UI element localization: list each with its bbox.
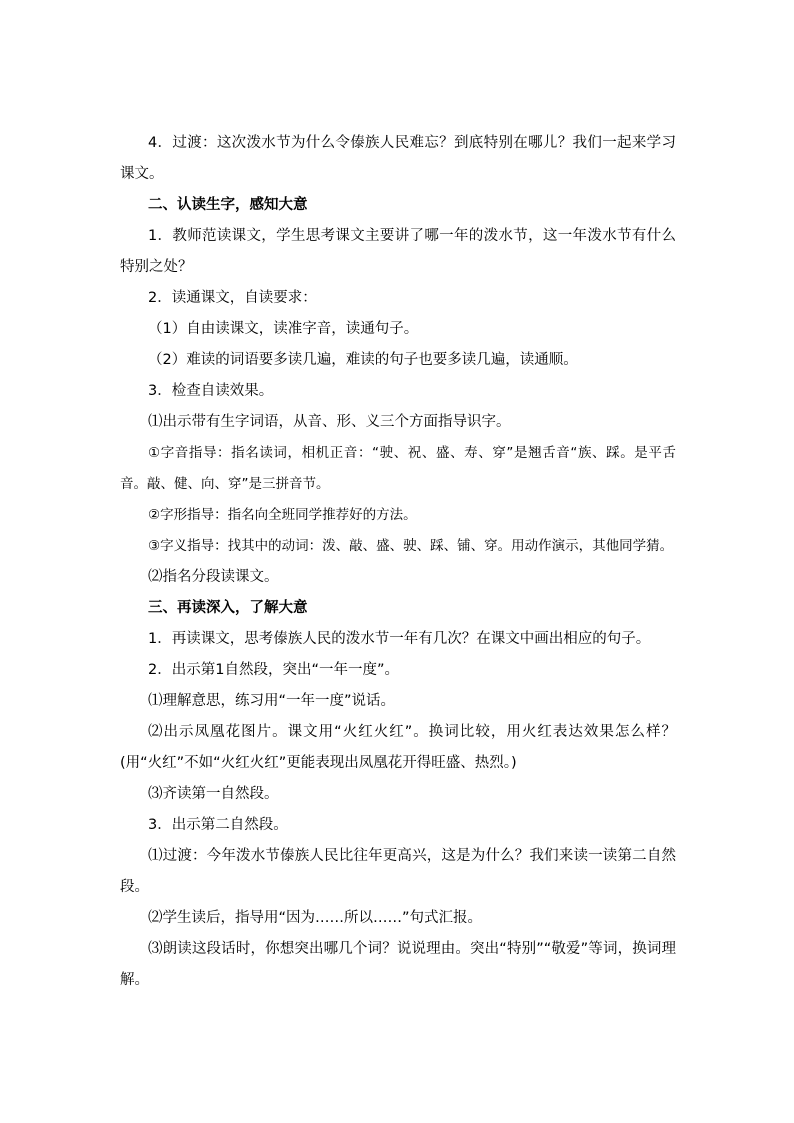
paragraph-3-3a: ⑴过渡：今年泼水节傣族人民比往年更高兴，这是为什么？我们来读一读第二自然段。 xyxy=(120,848,676,895)
paragraph-3-2c: ⑶齐读第一自然段。 xyxy=(148,786,279,802)
paragraph-3-1: 1．再读课文，思考傣族人民的泼水节一年有几次？在课文中画出相应的句子。 xyxy=(148,631,651,647)
paragraph-2-3b: ⑵指名分段读课文。 xyxy=(148,569,279,585)
paragraph-3-2a: ⑴理解意思，练习用“一年一度”说话。 xyxy=(148,693,396,709)
paragraph-2-2b: （2）难读的词语要多读几遍，难读的句子也要多读几遍，读通顺。 xyxy=(148,352,578,368)
paragraph-3-2: 2．出示第1自然段，突出“一年一度”。 xyxy=(148,662,399,678)
paragraph-2-2: 2．读通课文，自读要求： xyxy=(148,290,317,306)
paragraph-2-3a: ⑴出示带有生字词语，从音、形、义三个方面指导识字。 xyxy=(148,414,511,430)
paragraph-3-3: 3．出示第二自然段。 xyxy=(148,817,288,833)
paragraph-2-2a: （1）自由读课文，读准字音，读通句子。 xyxy=(148,321,419,337)
paragraph-2-3: 3．检查自读效果。 xyxy=(148,383,274,399)
paragraph-3-3b: ⑵学生读后，指导用“因为……所以……”句式汇报。 xyxy=(148,910,483,926)
paragraph-2-3a3: ③字义指导：找其中的动词：泼、敲、盛、驶、踩、铺、穿。用动作演示，其他同学猜。 xyxy=(148,538,674,554)
paragraph-2-1: 1．教师范读课文，学生思考课文主要讲了哪一年的泼水节，这一年泼水节有什么特别之处？ xyxy=(120,228,676,275)
paragraph-2-3a1: ①字音指导：指名读词，相机正音：“驶、祝、盛、寿、穿”是翘舌音“族、踩。是平舌音。敲、健、向、穿”是三拼音节。 xyxy=(120,445,676,492)
section-heading-3: 三、再读深入，了解大意 xyxy=(148,600,308,616)
document-page xyxy=(120,128,676,996)
section-heading-2: 二、认读生字，感知大意 xyxy=(148,197,308,213)
paragraph-2-3a2: ②字形指导：指名向全班同学推荐好的方法。 xyxy=(148,507,417,523)
paragraph-3-3c: ⑶朗读这段话时，你想突出哪几个词？说说理由。突出“特别”“敬爱”等词，换词理解。 xyxy=(120,941,676,988)
paragraph-transition: 4．过渡：这次泼水节为什么令傣族人民难忘？到底特别在哪儿？我们一起来学习课文。 xyxy=(120,135,676,182)
paragraph-3-2b: ⑵出示凤凰花图片。课文用“火红火红”。换词比较，用火红表达效果怎么样？(用“火红”不如“火红火红”更能表现出凤凰花开得旺盛、热烈。) xyxy=(120,724,676,771)
